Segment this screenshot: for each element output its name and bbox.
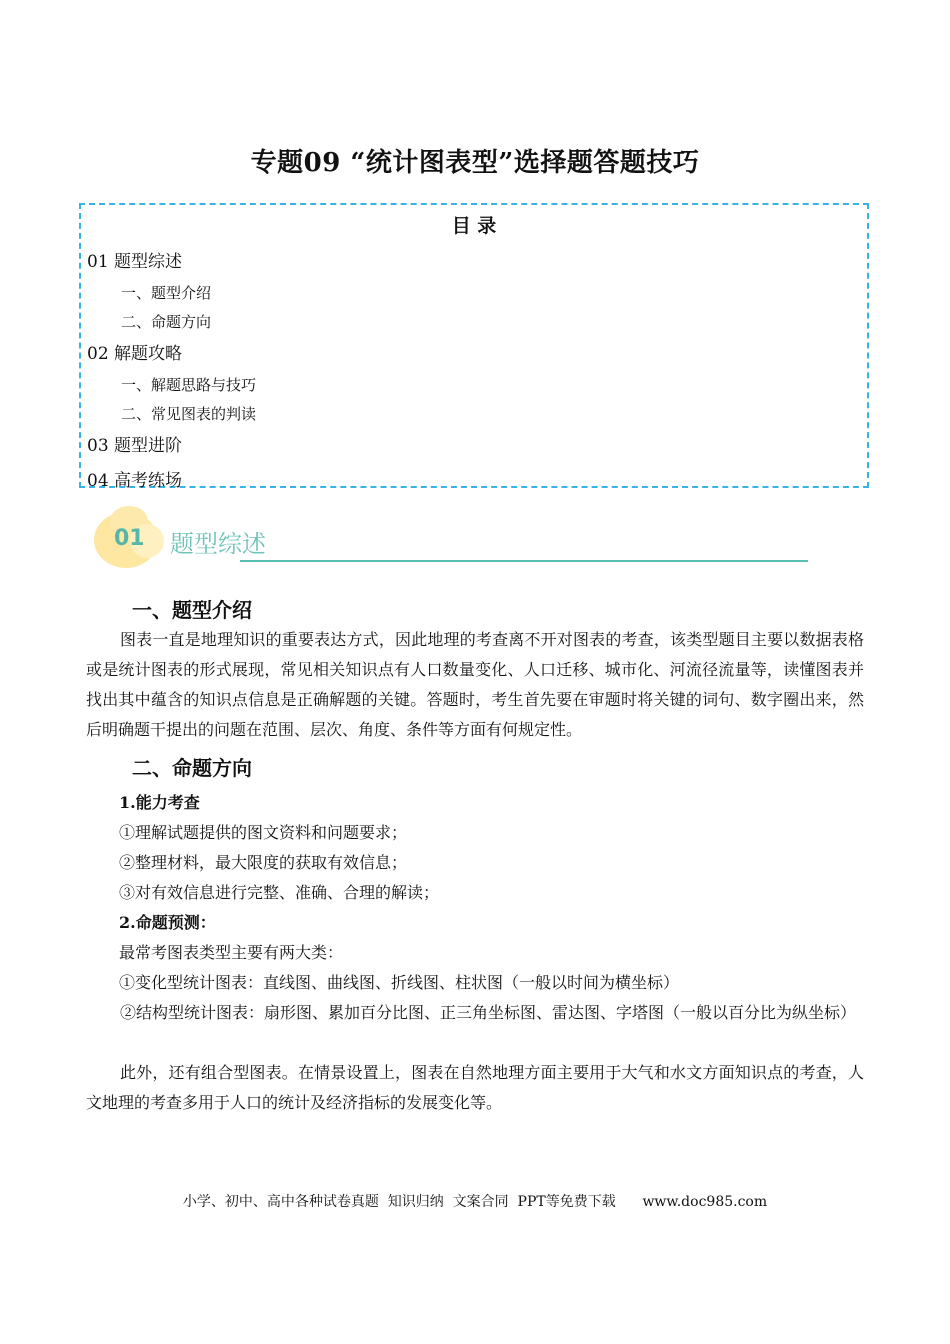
section1-paragraph: 图表一直是地理知识的重要表达方式，因此地理的考查离不开对图表的考查，该类型题目主要以数据表格或是统计图表的形式展现，常见相关知识点有人口数量变化、人口迁移、城市化、河流径流量等，读懂图表并找出其中蕴含的知识点信息是正确解题的关键。答题时，考生首先要在审题时将关键的词句、数字圈出来，然后明确题干提出的问题在范围、层次、角度、条件等方面有何规定性。 xyxy=(86,630,864,739)
list-item: ③对有效信息进行完整、准确、合理的解读； xyxy=(119,883,440,902)
list-item: ①理解试题提供的图文资料和问题要求； xyxy=(119,823,408,842)
toc-item-04[interactable]: 04 高考练场 xyxy=(87,471,183,491)
section2-heading: 二、命题方向 xyxy=(132,756,252,780)
toc-item-02[interactable]: 02 解题攻略 xyxy=(87,344,183,364)
paragraph-combined-charts: 此外，还有组合型图表。在情景设置上，图表在自然地理方面主要用于大气和水文方面知识点的考查，人文地理的考查多用于人口的统计及经济指标的发展变化等。 xyxy=(86,1063,864,1112)
table-of-contents xyxy=(79,203,869,491)
section-banner xyxy=(90,506,820,576)
banner-number: 01 xyxy=(114,526,145,551)
toc-heading: 目 录 xyxy=(451,215,497,237)
toc-item-01-1[interactable]: 一、题型介绍 xyxy=(121,284,212,302)
text-line: ①变化型统计图表：直线图、曲线图、折线图、柱状图（一般以时间为横坐标） xyxy=(119,973,680,992)
toc-item-01-2[interactable]: 二、命题方向 xyxy=(121,313,212,331)
list-item: ②整理材料，最大限度的获取有效信息； xyxy=(119,853,408,872)
toc-item-01[interactable]: 01 题型综述 xyxy=(87,252,183,272)
subheading-prediction: 2.命题预测： xyxy=(119,913,216,932)
banner-underline xyxy=(240,560,808,562)
page-footer: 小学、初中、高中各种试卷真题 知识归纳 文案合同 PPT等免费下载 www.doc985.com xyxy=(182,1194,768,1210)
toc-item-03[interactable]: 03 题型进阶 xyxy=(87,436,183,456)
section1-heading: 一、题型介绍 xyxy=(132,598,252,622)
toc-item-02-2[interactable]: 二、常见图表的判读 xyxy=(121,405,257,423)
subheading-ability: 1.能力考查 xyxy=(119,793,200,812)
text-line: 最常考图表类型主要有两大类： xyxy=(119,943,344,962)
banner-title: 题型综述 xyxy=(170,530,266,558)
paragraph-structure-charts: ②结构型统计图表：扇形图、累加百分比图、正三角坐标图、雷达图、字塔图（一般以百分比为纵坐标） xyxy=(120,1003,857,1022)
toc-item-02-1[interactable]: 一、解题思路与技巧 xyxy=(121,376,257,394)
page-title: 专题09 “统计图表型”选择题答题技巧 xyxy=(250,148,700,178)
